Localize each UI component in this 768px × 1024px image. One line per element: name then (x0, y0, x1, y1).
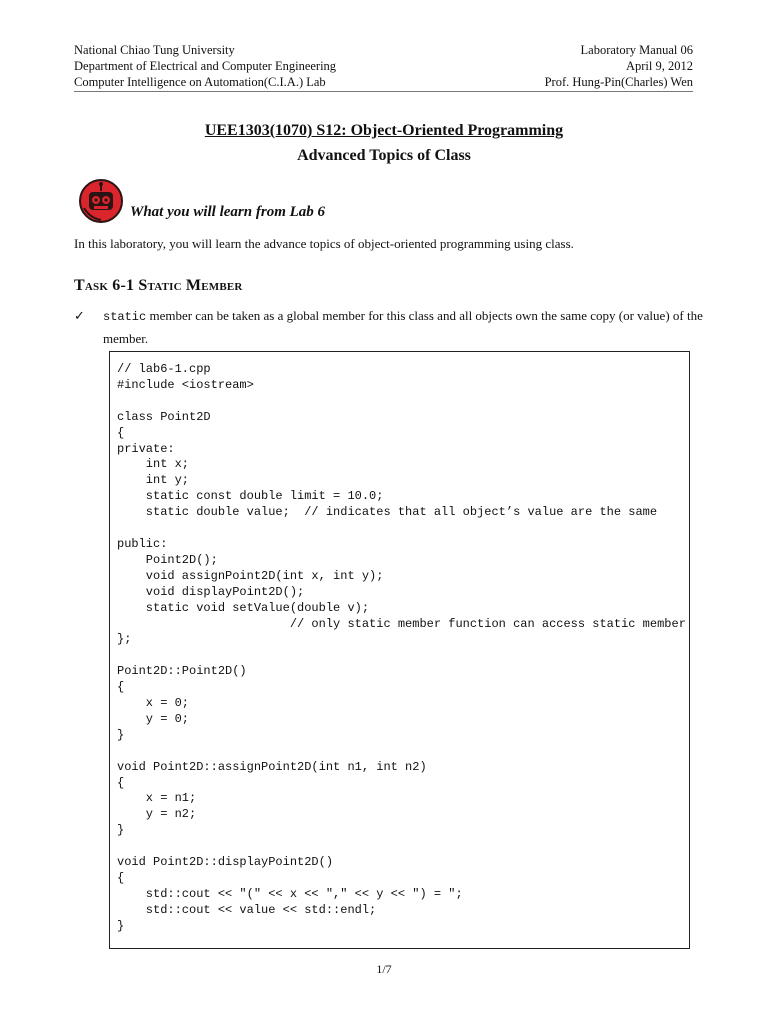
professor-name: Prof. Hung-Pin(Charles) Wen (544, 75, 693, 89)
header-left (74, 42, 336, 90)
header-divider (74, 91, 693, 92)
code-line: void Point2D::displayPoint2D() (117, 855, 334, 870)
code-line: } (117, 918, 125, 933)
manual-date: April 9, 2012 (625, 59, 693, 73)
course-title: UEE1303(1070) S12: Object-Oriented Programming (204, 122, 564, 139)
lab-name: Computer Intelligence on Automation(C.I.A.) Lab (74, 75, 326, 89)
code-line: class Point2D (117, 409, 211, 424)
code-line: y = n2; (117, 807, 197, 822)
code-line: std::cout << value << std::endl; (117, 902, 377, 917)
bullet-description: member can be taken as a global member for this class and all objects own the same copy (or value) of the member. (103, 308, 703, 346)
header-right (545, 42, 693, 90)
code-line: #include <iostream> (117, 377, 254, 392)
lab-robot-icon (78, 178, 124, 224)
lab-subtitle: Advanced Topics of Class (297, 147, 471, 164)
task-heading: Task 6-1 Static Member (74, 277, 243, 294)
code-line: private: (117, 441, 175, 456)
code-line: { (117, 680, 125, 695)
code-line (117, 521, 685, 537)
page-number: 1/7 (376, 962, 392, 976)
code-line (117, 648, 685, 664)
checkmark-icon: ✓ (74, 308, 85, 323)
code-line (117, 744, 685, 760)
code-line: static double value; // indicates that all object’s value are the same (117, 505, 658, 520)
code-line: { (117, 425, 125, 440)
code-line (117, 839, 685, 855)
intro-paragraph: In this laboratory, you will learn the advance topics of object-oriented programming using class. (74, 236, 574, 251)
code-line: Point2D::Point2D() (117, 664, 247, 679)
code-line: int y; (117, 473, 190, 488)
code-line: } (117, 823, 125, 838)
code-line: // lab6-1.cpp (117, 362, 211, 376)
code-line: // only static member function can access static member (117, 616, 686, 631)
code-line: std::cout << "(" << x << "," << y << ") = "; (117, 886, 463, 901)
code-line: { (117, 871, 125, 885)
code-line (117, 394, 685, 410)
code-line: public: (117, 536, 168, 551)
code-line: } (117, 727, 125, 742)
code-line: static void setValue(double v); (117, 600, 370, 615)
code-line: void Point2D::assignPoint2D(int n1, int n2) (117, 759, 427, 774)
code-line: static const double limit = 10.0; (117, 489, 384, 504)
department-name: Department of Electrical and Computer Engineering (74, 59, 337, 73)
code-line: void displayPoint2D(); (117, 584, 305, 599)
code-line: }; (117, 632, 132, 647)
static-keyword: static (103, 310, 147, 324)
code-listing-box (109, 351, 690, 949)
code-line: y = 0; (117, 711, 190, 726)
code-line: x = n1; (117, 791, 197, 806)
code-line: x = 0; (117, 696, 190, 711)
code-line: Point2D(); (117, 552, 218, 567)
bullet-text (103, 305, 703, 350)
code-line: int x; (117, 457, 190, 472)
code-line: { (117, 775, 125, 790)
manual-number: Laboratory Manual 06 (580, 43, 693, 57)
learn-heading: What you will learn from Lab 6 (130, 204, 326, 220)
code-line: void assignPoint2D(int x, int y); (117, 568, 384, 583)
code-listing (110, 352, 689, 935)
university-name: National Chiao Tung University (74, 43, 235, 57)
